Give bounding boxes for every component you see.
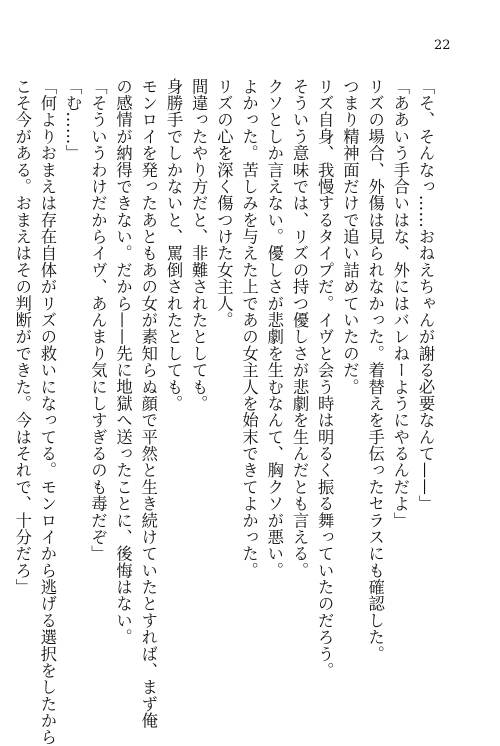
text-line-6: そういう意味では、リズの持つ優しさが悲劇を生んだとも言える。 — [289, 78, 309, 579]
text-line-13: の感情が納得できない。だから——先に地獄へ送ったことに、後悔はない。 — [113, 78, 133, 646]
text-line-17: こそ今がある。おまえはその判断ができた。今はそれで、十分だろ」 — [12, 78, 32, 596]
text-line-15: 「む……」 — [63, 78, 83, 162]
vertical-text-body — [10, 78, 438, 746]
text-line-4: つまり精神面だけで追い詰めていたのだ。 — [340, 78, 360, 396]
text-line-8: よかった。苦しみを与えた上であの女主人を始末できてよかった。 — [239, 78, 259, 579]
text-line-2: 「ああいう手合いはな、外にはバレねーようにやるんだよ」 — [390, 78, 410, 529]
page-number: 22 — [434, 38, 451, 53]
text-line-10: 間違ったやり方だと、非難されたとしても。 — [189, 78, 209, 412]
text-line-7: クソとしか言えない。優しさが悲劇を生むなんて、胸クソが悪い。 — [264, 78, 284, 579]
text-line-9: リズの心を深く傷つけた女主人。 — [214, 78, 234, 329]
text-line-3: リズの場合、外傷は見られなかった。着替えを手伝ったセラスにも確認した。 — [365, 78, 385, 663]
text-line-1: 「そ、そんなっ……おねえちゃんが謝る必要なんて——」 — [416, 78, 435, 512]
text-line-14: 「そういうわけだからイヴ、あんまり気にしすぎるのも毒だぞ」 — [88, 78, 108, 563]
text-line-11: 身勝手でしかないと、罵倒されたとしても。 — [163, 78, 183, 412]
text-line-16: 「何よりおまえは存在自体がリズの救いになってる。モンロイから逃げる選択をしたから — [37, 78, 57, 746]
text-line-5: リズ自身、我慢するタイプだ。イヴと会う時は明るく振る舞っていたのだろう。 — [315, 78, 335, 679]
text-line-12: モンロイを発ったあともあの女が素知らぬ顔で平然と生き続けていたとすれば、まず俺 — [138, 78, 158, 729]
